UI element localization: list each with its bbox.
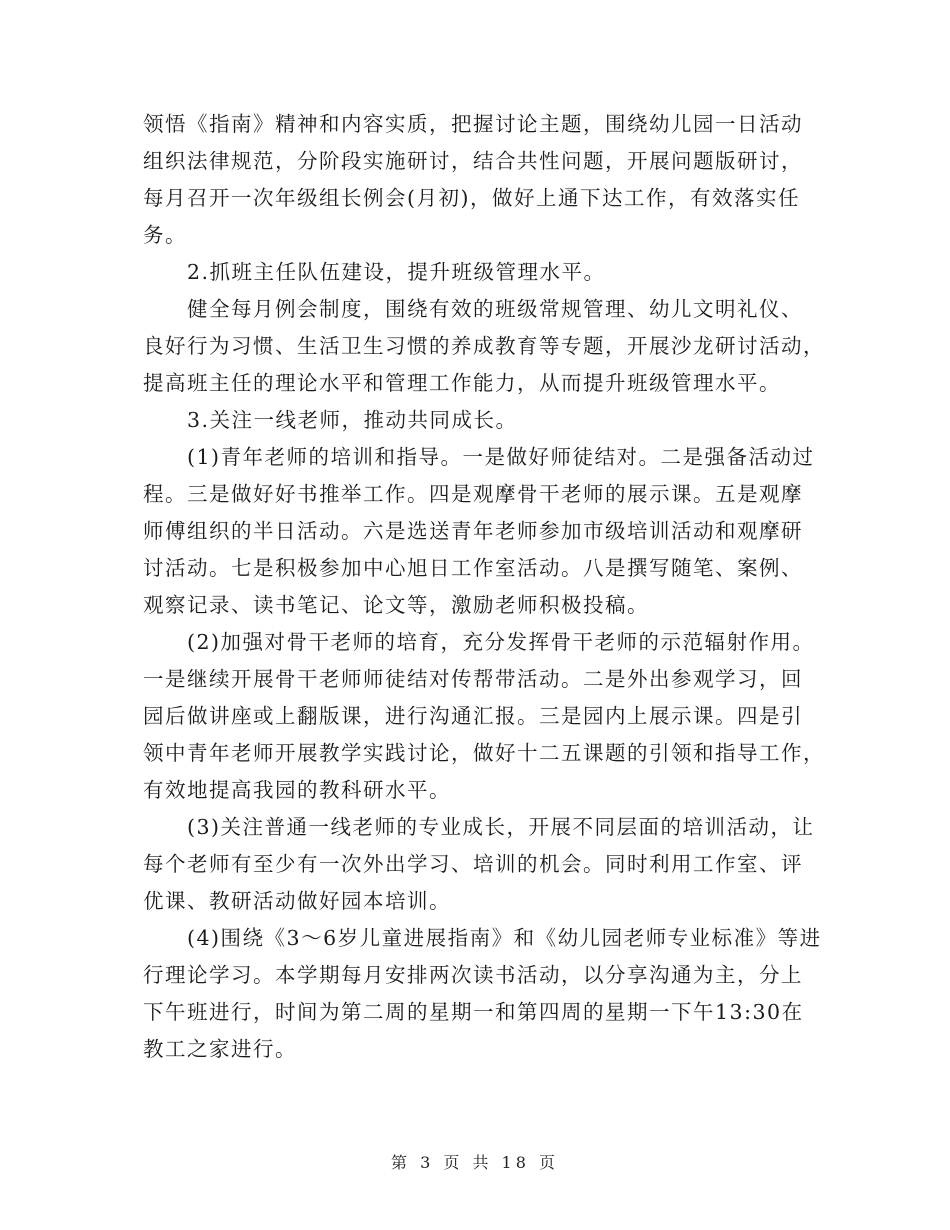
text-line: 行理论学习。本学期每月安排两次读书活动，以分享沟通为主，分上 bbox=[143, 963, 803, 987]
text-line: 师傅组织的半日活动。六是选送青年老师参加市级培训活动和观摩研 bbox=[143, 519, 803, 543]
text-line: (3)关注普通一线老师的专业成长，开展不同层面的培训活动，让 bbox=[187, 815, 815, 839]
text-line: 务。 bbox=[143, 223, 187, 247]
text-line: 每个老师有至少有一次外出学习、培训的机会。同时利用工作室、评 bbox=[143, 852, 803, 876]
text-line: (2)加强对骨干老师的培育，充分发挥骨干老师的示范辐射作用。 bbox=[187, 630, 815, 654]
section-heading: 2.抓班主任队伍建设，提升班级管理水平。 bbox=[187, 260, 606, 284]
text-line: 教工之家进行。 bbox=[143, 1037, 297, 1061]
text-line: 讨活动。七是积极参加中心旭日工作室活动。八是撰写随笔、案例、 bbox=[143, 556, 803, 580]
text-line: 园后做讲座或上翻版课，进行沟通汇报。三是园内上展示课。四是引 bbox=[143, 704, 803, 728]
text-line: 健全每月例会制度，围绕有效的班级常规管理、幼儿文明礼仪、 bbox=[187, 297, 803, 321]
text-line: 每月召开一次年级组长例会(月初)，做好上通下达工作，有效落实任 bbox=[143, 186, 800, 210]
text-line: 程。三是做好好书推举工作。四是观摩骨干老师的展示课。五是观摩 bbox=[143, 482, 803, 506]
text-line: 领悟《指南》精神和内容实质，把握讨论主题，围绕幼儿园一日活动 bbox=[143, 112, 803, 136]
text-line: 提高班主任的理论水平和管理工作能力，从而提升班级管理水平。 bbox=[143, 371, 781, 395]
text-line: 有效地提高我园的教科研水平。 bbox=[143, 778, 451, 802]
text-line: 一是继续开展骨干老师师徒结对传帮带活动。二是外出参观学习，回 bbox=[143, 667, 803, 691]
text-line: (4)围绕《3～6岁儿童进展指南》和《幼儿园老师专业标准》等进 bbox=[187, 926, 822, 950]
text-line: (1)青年老师的培训和指导。一是做好师徒结对。二是强备活动过 bbox=[187, 445, 815, 469]
document-body bbox=[143, 106, 823, 1068]
text-line: 组织法律规范，分阶段实施研讨，结合共性问题，开展问题版研讨， bbox=[143, 149, 803, 173]
page-number-footer: 第 3 页 共 18 页 bbox=[391, 1153, 559, 1172]
text-line: 观察记录、读书笔记、论文等，激励老师积极投稿。 bbox=[143, 593, 649, 617]
text-line: 下午班进行，时间为第二周的星期一和第四周的星期一下午13:30在 bbox=[143, 1000, 804, 1024]
text-line: 良好行为习惯、生活卫生习惯的养成教育等专题，开展沙龙研讨活动， bbox=[143, 334, 825, 358]
text-line: 优课、教研活动做好园本培训。 bbox=[143, 889, 451, 913]
section-heading: 3.关注一线老师，推动共同成长。 bbox=[187, 408, 518, 432]
text-line: 领中青年老师开展教学实践讨论，做好十二五课题的引领和指导工作， bbox=[143, 741, 825, 765]
